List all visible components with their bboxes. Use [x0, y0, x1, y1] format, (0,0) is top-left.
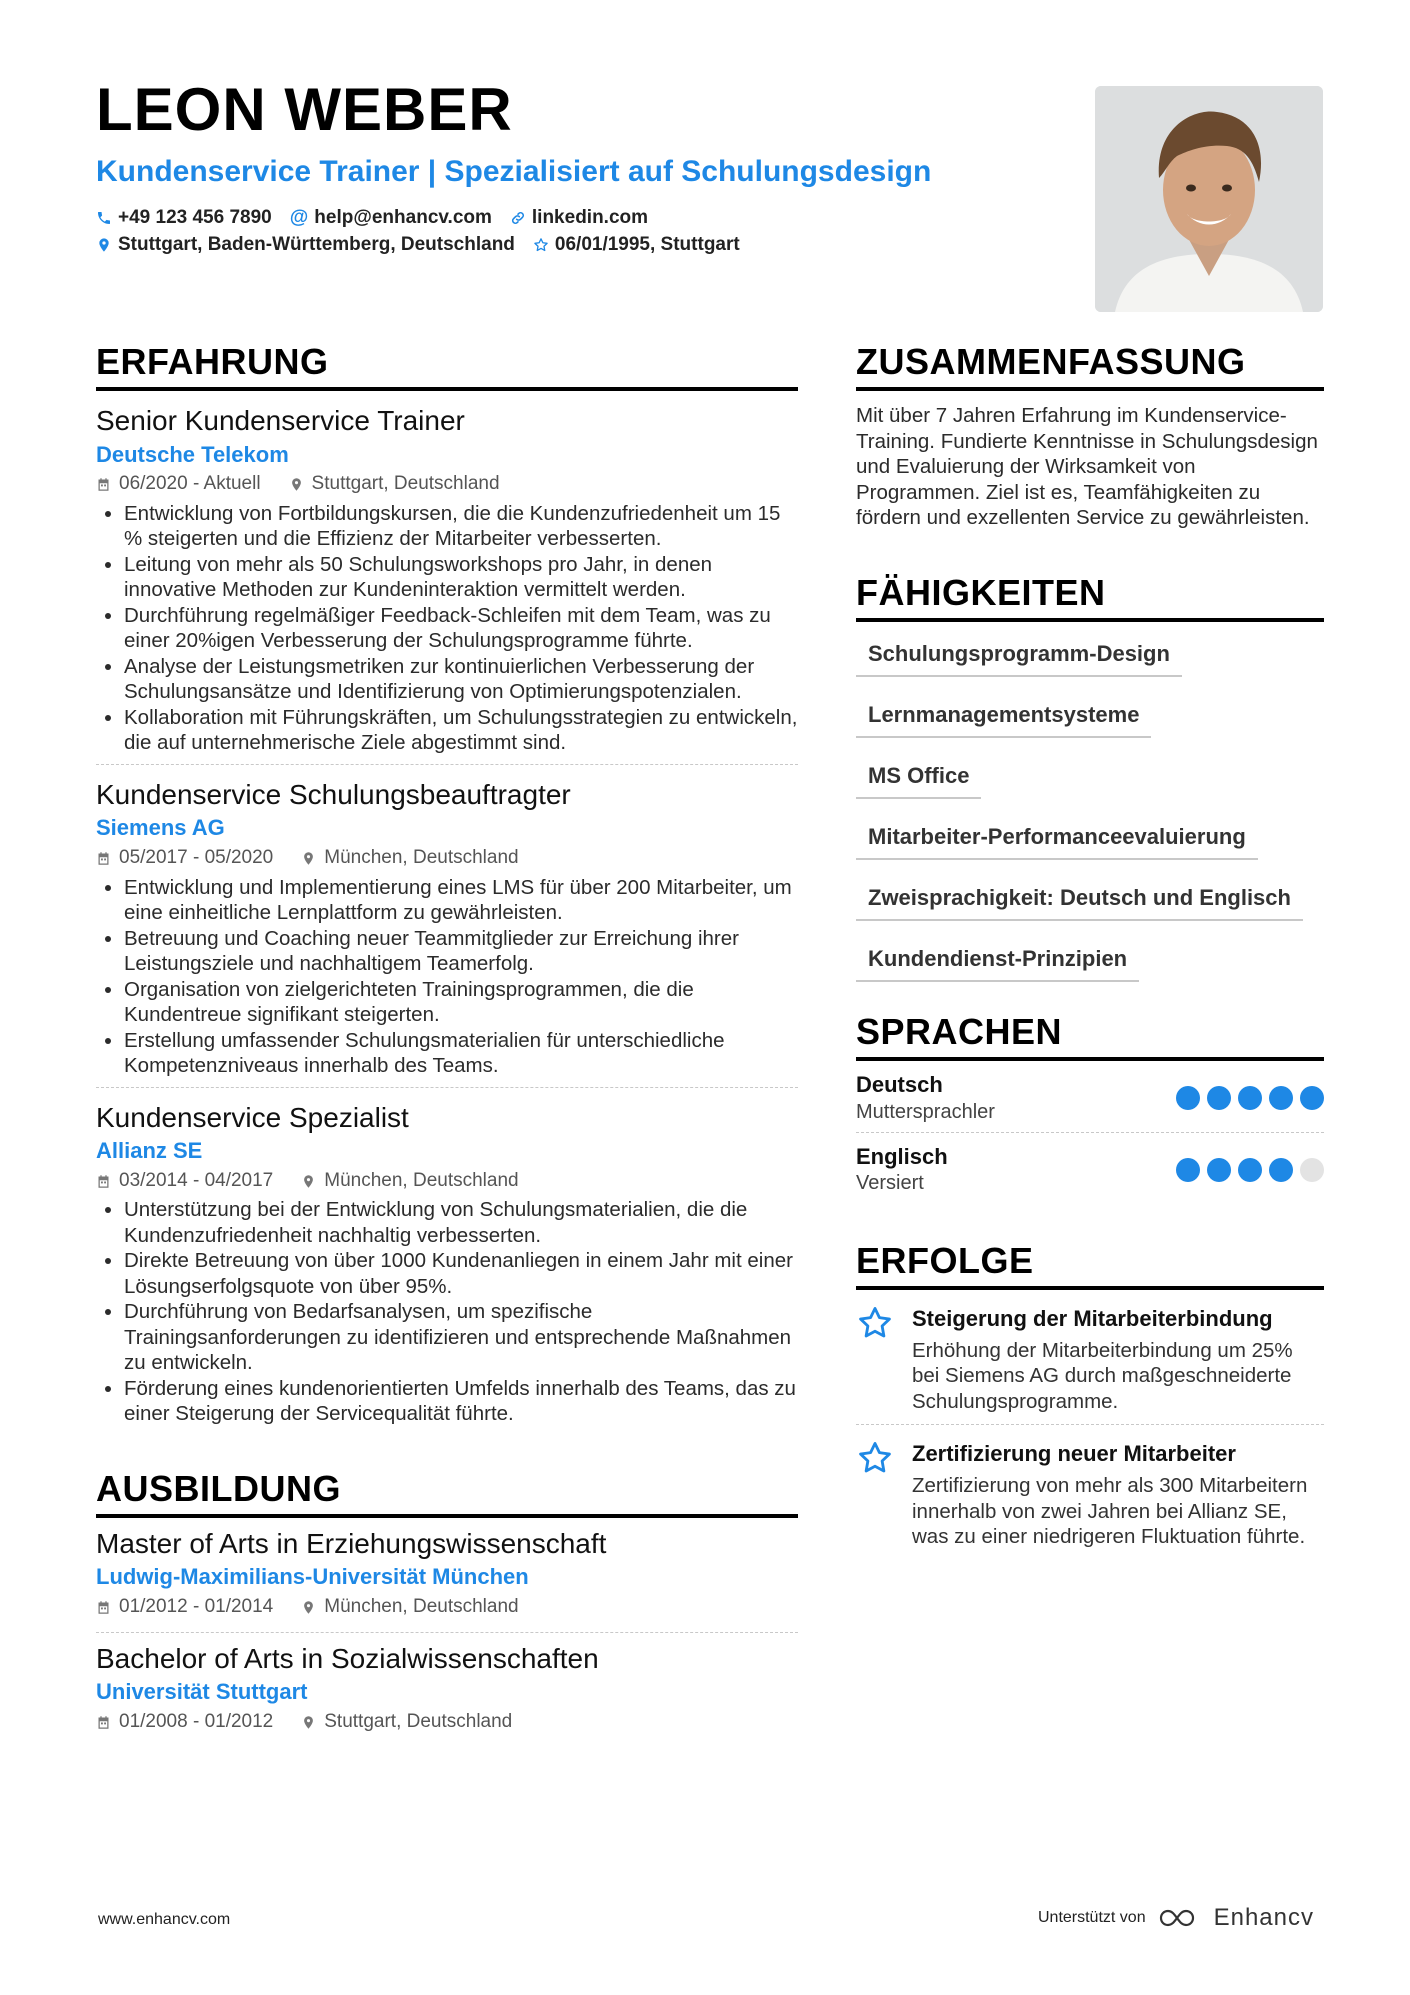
education-entry [96, 1518, 798, 1622]
achievements-list [856, 1290, 1324, 1559]
footer-branding [1038, 1904, 1314, 1932]
language-entry [856, 1133, 1324, 1204]
language-text [856, 1071, 995, 1126]
job-location [301, 844, 518, 873]
company-name: Allianz SE [96, 1137, 203, 1163]
language-rating [1176, 1086, 1324, 1110]
education-meta [96, 1593, 798, 1622]
language-text [856, 1143, 948, 1198]
star-icon [533, 237, 549, 253]
calendar-icon [96, 1715, 111, 1730]
birth-contact [533, 234, 740, 256]
skill-item: Schulungsprogramm-Design [856, 634, 1182, 677]
language-name: Englisch [856, 1143, 948, 1169]
location-pin-icon [289, 477, 304, 492]
rating-dot-empty [1300, 1158, 1324, 1182]
section-title-achievements: ERFOLGE [856, 1239, 1324, 1290]
language-rating [1176, 1158, 1324, 1182]
rating-dot-filled [1207, 1158, 1231, 1182]
phone-icon [96, 210, 112, 226]
summary-text: Mit über 7 Jahren Erfahrung im Kundenservice-Training. Fundierte Kenntnisse in Schulungsdesign und Evaluierung der Wirksamkeit von Programmen. Ziel ist es, Teamfähigkeiten zu fördern und exzellenten Service zu gewährleisten. [856, 404, 1318, 530]
calendar-icon [96, 1174, 111, 1189]
phone-text: +49 123 456 7890 [118, 207, 272, 228]
job-location [301, 1167, 518, 1196]
education-location-text: Stuttgart, Deutschland [324, 1710, 513, 1732]
job-dates-text: 03/2014 - 04/2017 [119, 1169, 274, 1191]
section-title-summary: ZUSAMMENFASSUNG [856, 340, 1324, 391]
achievement-title: Zertifizierung neuer Mitarbeiter [912, 1441, 1236, 1467]
job-meta [96, 1167, 798, 1196]
language-level: Muttersprachler [856, 1100, 995, 1123]
achievement-description: Erhöhung der Mitarbeiterbindung um 25% bei Siemens AG durch maßgeschneiderte Schulungsprogramme. [912, 1338, 1293, 1413]
achievement-description: Zertifizierung von mehr als 300 Mitarbeitern innerhalb von zwei Jahren bei Allianz SE, was zu einer niedrigeren Fluktuation führte. [912, 1474, 1308, 1549]
experience-entry [96, 1087, 798, 1427]
location-pin-icon [301, 1715, 316, 1730]
at-icon: @ [289, 207, 309, 228]
education-location [301, 1593, 518, 1622]
calendar-icon [96, 1600, 111, 1615]
birth-text: 06/01/1995, Stuttgart [554, 234, 740, 255]
job-location-text: München, Deutschland [324, 847, 519, 869]
phone-contact[interactable] [96, 207, 272, 229]
section-title-languages: SPRACHEN [856, 1010, 1324, 1061]
location-pin-icon [301, 1600, 316, 1615]
rating-dot-filled [1269, 1086, 1293, 1110]
link-icon [510, 210, 526, 226]
left-column [96, 340, 798, 1736]
company-name: Siemens AG [96, 815, 225, 841]
rating-dot-filled [1238, 1086, 1262, 1110]
skill-item: Lernmanagementsysteme [856, 695, 1151, 738]
rating-dot-filled [1238, 1158, 1262, 1182]
bullet-item: • Erstellung umfassender Schulungsmaterialien für unterschiedliche Kompetenzniveaus innerhalb des Teams. [124, 1028, 798, 1079]
experience-entry [96, 764, 798, 1079]
section-title-education: AUSBILDUNG [96, 1467, 798, 1518]
skill-item: Zweisprachigkeit: Deutsch und Englisch [856, 878, 1303, 921]
candidate-headline: Kundenservice Trainer | Spezialisiert auf Schulungsdesign [96, 155, 932, 188]
footer-powered-text: Unterstützt von [1037, 1909, 1146, 1926]
company-name: Deutsche Telekom [96, 441, 289, 467]
bullet-item: • Kollaboration mit Führungskräften, um Schulungsstrategien zu entwickeln, die auf unternehmerische Ziele abgestimmt sind. [124, 705, 798, 756]
job-dates-text: 05/2017 - 05/2020 [119, 847, 274, 869]
experience-entry [96, 391, 798, 756]
achievement-entry [856, 1424, 1324, 1559]
degree-title: Master of Arts in Erziehungswissenschaft [96, 1527, 607, 1559]
profile-avatar-icon [1095, 86, 1323, 312]
location-pin-icon [96, 237, 112, 253]
calendar-icon [96, 477, 111, 492]
education-dates [96, 1593, 273, 1622]
education-dates [96, 1708, 273, 1737]
bullet-item: • Durchführung von Bedarfsanalysen, um spezifische Trainingsanforderungen zu identifizieren und entsprechende Maßnahmen zu entwickeln. [124, 1299, 798, 1376]
job-dates [96, 470, 261, 499]
footer-website[interactable]: www.enhancv.com [98, 1911, 231, 1928]
star-icon [856, 1304, 894, 1342]
rating-dot-filled [1300, 1086, 1324, 1110]
bullet-item: • Entwicklung von Fortbildungskursen, die die Kundenzufriedenheit um 15 % steigerten und die Effizienz der Mitarbeiter verbesserten. [124, 501, 798, 552]
job-location [289, 470, 500, 499]
education-meta [96, 1708, 798, 1737]
enhancv-logo-icon [1158, 1907, 1202, 1929]
skill-item: Mitarbeiter-Performanceevaluierung [856, 817, 1258, 860]
skill-item: Kundendienst-Prinzipien [856, 939, 1139, 982]
star-icon [856, 1439, 894, 1477]
rating-dot-filled [1176, 1158, 1200, 1182]
job-location-text: Stuttgart, Deutschland [311, 473, 500, 495]
contact-row-2 [96, 234, 740, 256]
section-title-experience: ERFAHRUNG [96, 340, 798, 391]
job-title: Kundenservice Schulungsbeauftragter [96, 778, 571, 810]
achievement-body [912, 1304, 1324, 1414]
job-location-text: München, Deutschland [324, 1169, 519, 1191]
email-contact[interactable] [290, 207, 492, 229]
language-entry [856, 1061, 1324, 1133]
bullet-item: • Förderung eines kundenorientierten Umfelds innerhalb des Teams, das zu einer Steigerung der Servicequalität führte. [124, 1376, 798, 1427]
location-pin-icon [301, 851, 316, 866]
job-bullets [96, 1197, 798, 1427]
linkedin-contact[interactable] [510, 207, 648, 229]
job-meta [96, 470, 798, 499]
bullet-item: • Unterstützung bei der Entwicklung von Schulungsmaterialien, die die Kundenzufriedenheit nachhaltig verbesserten. [124, 1197, 798, 1248]
job-bullets [96, 875, 798, 1079]
education-dates-text: 01/2012 - 01/2014 [119, 1596, 274, 1618]
section-title-skills: FÄHIGKEITEN [856, 571, 1324, 622]
education-dates-text: 01/2008 - 01/2012 [119, 1710, 274, 1732]
job-dates [96, 844, 273, 873]
location-pin-icon [301, 1174, 316, 1189]
right-column [856, 340, 1324, 1560]
email-text: help@enhancv.com [314, 207, 492, 228]
achievement-entry [856, 1290, 1324, 1424]
education-location [301, 1708, 512, 1737]
bullet-item: • Leitung von mehr als 50 Schulungsworkshops pro Jahr, in denen innovative Methoden zur Kundeninteraktion vermittelt werden. [124, 552, 798, 603]
profile-photo [1095, 86, 1323, 312]
language-level: Versiert [856, 1172, 924, 1195]
job-dates [96, 1167, 273, 1196]
job-meta [96, 844, 798, 873]
bullet-item: • Direkte Betreuung von über 1000 Kundenanliegen in einem Jahr mit einer Lösungserfolgsquote von über 95%. [124, 1248, 798, 1299]
rating-dot-filled [1176, 1086, 1200, 1110]
education-location-text: München, Deutschland [324, 1596, 519, 1618]
skills-list [856, 622, 1324, 982]
candidate-name: LEON WEBER [96, 76, 513, 143]
bullet-item: • Entwicklung und Implementierung eines LMS für über 200 Mitarbeiter, um eine einheitliche Lernplattform zu gewährleisten. [124, 875, 798, 926]
calendar-icon [96, 851, 111, 866]
school-name: Ludwig-Maximilians-Universität München [96, 1564, 529, 1590]
footer-brand-name: Enhancv [1213, 1904, 1314, 1931]
rating-dot-filled [1269, 1158, 1293, 1182]
job-dates-text: 06/2020 - Aktuell [119, 473, 261, 495]
bullet-item: • Analyse der Leistungsmetriken zur kontinuierlichen Verbesserung der Schulungsansätze und Identifizierung von Optimierungspotenzialen. [124, 654, 798, 705]
school-name: Universität Stuttgart [96, 1679, 308, 1705]
languages-list [856, 1061, 1324, 1203]
job-title: Kundenservice Spezialist [96, 1101, 409, 1133]
location-text: Stuttgart, Baden-Württemberg, Deutschland [118, 234, 515, 255]
education-entry [96, 1632, 798, 1737]
location-contact [96, 234, 515, 256]
bullet-item: • Durchführung regelmäßiger Feedback-Schleifen mit dem Team, was zu einer 20%igen Verbesserung der Schulungsprogramme führte. [124, 603, 798, 654]
job-bullets [96, 501, 798, 756]
contact-row-1 [96, 207, 648, 229]
job-title: Senior Kundenservice Trainer [96, 405, 465, 437]
achievement-title: Steigerung der Mitarbeiterbindung [912, 1306, 1273, 1332]
linkedin-text: linkedin.com [531, 207, 649, 228]
bullet-item: • Organisation von zielgerichteten Trainingsprogrammen, die die Kundentreue signifikant steigerten. [124, 977, 798, 1028]
achievement-body [912, 1439, 1324, 1549]
language-name: Deutsch [856, 1072, 943, 1098]
bullet-item: • Betreuung und Coaching neuer Teammitglieder zur Erreichung ihrer Leistungsziele und nachhaltigem Teamerfolg. [124, 926, 798, 977]
skill-item: MS Office [856, 756, 981, 799]
rating-dot-filled [1207, 1086, 1231, 1110]
degree-title: Bachelor of Arts in Sozialwissenschaften [96, 1642, 599, 1674]
